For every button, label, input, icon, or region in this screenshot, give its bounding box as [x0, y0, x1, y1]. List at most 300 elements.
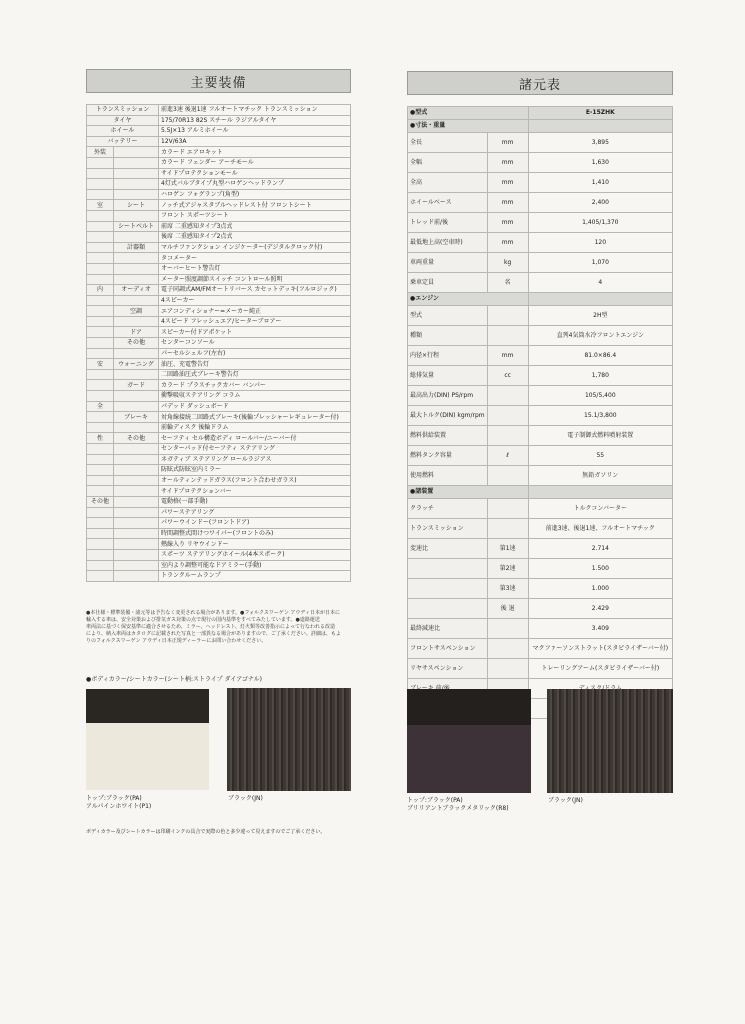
- equipment-subcategory: [114, 507, 159, 518]
- equipment-row: [87, 295, 351, 306]
- equipment-table: [86, 104, 351, 582]
- specs-unit: ℓ: [487, 446, 528, 466]
- equipment-item: 4スピード フレッシュエア/ヒーターブロアー: [159, 316, 351, 327]
- specs-unit: [487, 619, 528, 639]
- equipment-category: [87, 560, 114, 571]
- equipment-category: トランスミッション: [87, 105, 159, 116]
- equipment-category: [87, 391, 114, 402]
- specs-value: 1,070: [528, 253, 672, 273]
- swatch-1: [86, 689, 209, 790]
- equipment-item: 対角線接続二回路式ブレーキ(後輪プレッシャーレギュレーター付): [159, 412, 351, 423]
- equipment-category: [87, 549, 114, 560]
- equipment-category: [87, 253, 114, 264]
- equipment-row: [87, 507, 351, 518]
- equipment-item: センターパッド付セーフティ ステアリング: [159, 444, 351, 455]
- specs-value: 1.500: [528, 559, 672, 579]
- swatch-2-caption-1: ブラック(JN): [228, 795, 263, 802]
- equipment-row: [87, 444, 351, 455]
- specs-row: [408, 499, 673, 519]
- equipment-item: 防眩式防眩室内ミラー: [159, 465, 351, 476]
- equipment-item: オールティンテッドガラス(フロント合わせガラス): [159, 475, 351, 486]
- swatch-2-caption: [228, 795, 263, 803]
- equipment-item: メーター照度調節スイッチ コントロール照明: [159, 274, 351, 285]
- specs-row: [408, 133, 673, 153]
- equipment-category: 安: [87, 359, 114, 370]
- swatch-4-caption: [548, 797, 583, 805]
- equipment-row: [87, 168, 351, 179]
- specs-label: 種類: [408, 326, 488, 346]
- equipment-item: センターコンソール: [159, 338, 351, 349]
- swatch-1-bottom: [86, 723, 209, 790]
- equipment-category: [87, 454, 114, 465]
- equipment-category: ホイール: [87, 126, 159, 137]
- specs-row: [408, 519, 673, 539]
- equipment-item: ノッチ式アジャスタブルヘッドレスト付 フロントシート: [159, 200, 351, 211]
- equipment-row: [87, 401, 351, 412]
- equipment-category: [87, 232, 114, 243]
- equipment-row: [87, 115, 351, 126]
- equipment-subcategory: [114, 253, 159, 264]
- specs-unit: kg: [487, 253, 528, 273]
- specs-unit: cc: [487, 366, 528, 386]
- equipment-row: [87, 528, 351, 539]
- equipment-row: [87, 232, 351, 243]
- equipment-item: 時間調整式間けつワイパー(フロントのみ): [159, 528, 351, 539]
- specs-value: 4: [528, 273, 672, 293]
- specs-value: 2,400: [528, 193, 672, 213]
- swatch-4-caption-1: ブラック(JN): [548, 797, 583, 804]
- equipment-category: [87, 295, 114, 306]
- specs-value: 1,630: [528, 153, 672, 173]
- equipment-subcategory: シートベルト: [114, 221, 159, 232]
- equipment-row: [87, 136, 351, 147]
- specs-unit: 第1速: [487, 539, 528, 559]
- equipment-subcategory: [114, 560, 159, 571]
- equipment-subcategory: [114, 316, 159, 327]
- equipment-item: パーセルシェルフ(左右): [159, 348, 351, 359]
- specs-title: 諸元表: [518, 77, 561, 93]
- equipment-category: [87, 179, 114, 190]
- equipment-category: [87, 274, 114, 285]
- equipment-row: [87, 391, 351, 402]
- equipment-category: [87, 221, 114, 232]
- equipment-subcategory: [114, 348, 159, 359]
- equipment-subcategory: [114, 189, 159, 200]
- specs-table: [407, 106, 673, 719]
- equipment-row: [87, 263, 351, 274]
- specs-row: [408, 579, 673, 599]
- equipment-row: [87, 126, 351, 137]
- equipment-category: [87, 242, 114, 253]
- specs-label: トランスミッション: [408, 519, 488, 539]
- equipment-subcategory: [114, 369, 159, 380]
- equipment-item: 電子同調式AM/FMオートリバース カセットデッキ(フルロジック): [159, 285, 351, 296]
- specs-label: 燃料タンク容量: [408, 446, 488, 466]
- equipment-row: [87, 221, 351, 232]
- equipment-subcategory: ドア: [114, 327, 159, 338]
- equipment-row: [87, 157, 351, 168]
- specs-value: 1.000: [528, 579, 672, 599]
- equipment-subcategory: ブレーキ: [114, 412, 159, 423]
- equipment-item: 前進3速 後退1速 フルオートマチック トランスミッション: [159, 105, 351, 116]
- specs-label: 乗車定員: [408, 273, 488, 293]
- equipment-item: 後席 二重感知タイプ2点式: [159, 232, 351, 243]
- equipment-row: [87, 348, 351, 359]
- equipment-note-line: りのフォルクスワーゲン アウディ日本正規ディーラーにお問い合わせください。: [86, 638, 267, 644]
- equipment-category: [87, 369, 114, 380]
- equipment-subcategory: [114, 179, 159, 190]
- specs-row: [408, 193, 673, 213]
- equipment-item: ハロゲン フォグランプ(角型): [159, 189, 351, 200]
- specs-label: 車両重量: [408, 253, 488, 273]
- specs-label: 内径×行程: [408, 346, 488, 366]
- color-footnote: ボディカラー及びシートカラーは印刷インクの具合で実際の色と多少違って見えますのでご了承ください。: [86, 829, 326, 835]
- equipment-item: パデッド ダッシュボード: [159, 401, 351, 412]
- specs-label: 最高出力(DIN) PS/rpm: [408, 386, 488, 406]
- equipment-subcategory: オーディオ: [114, 285, 159, 296]
- specs-section: [408, 120, 673, 133]
- specs-unit: 第3速: [487, 579, 528, 599]
- equipment-subcategory: [114, 518, 159, 529]
- specs-value: マクファーソンストラット(スタビライザーバー付): [528, 639, 672, 659]
- equipment-row: [87, 412, 351, 423]
- specs-section-value: [528, 486, 672, 499]
- equipment-subcategory: [114, 391, 159, 402]
- equipment-item: 4スピーカー: [159, 295, 351, 306]
- equipment-item: 前輪ディスク 後輪ドラム: [159, 422, 351, 433]
- swatch-3-caption: [407, 797, 509, 813]
- equipment-row: [87, 380, 351, 391]
- specs-value: 2H型: [528, 306, 672, 326]
- swatch-3-bottom: [407, 725, 531, 793]
- specs-value: 1,780: [528, 366, 672, 386]
- equipment-row: [87, 285, 351, 296]
- equipment-category: タイヤ: [87, 115, 159, 126]
- specs-value: 電子制御式燃料噴射装置: [528, 426, 672, 446]
- equipment-row: [87, 422, 351, 433]
- equipment-category: [87, 444, 114, 455]
- equipment-row: [87, 539, 351, 550]
- equipment-item: 油圧、充電警告灯: [159, 359, 351, 370]
- equipment-notes: [86, 610, 351, 645]
- specs-unit: mm: [487, 213, 528, 233]
- equipment-subcategory: [114, 528, 159, 539]
- specs-row: [408, 426, 673, 446]
- equipment-row: [87, 306, 351, 317]
- equipment-subcategory: その他: [114, 433, 159, 444]
- specs-label: トレッド前/後: [408, 213, 488, 233]
- specs-value: 15.1/3,800: [528, 406, 672, 426]
- equipment-category: [87, 507, 114, 518]
- specs-section-value: [528, 120, 672, 133]
- equipment-row: [87, 486, 351, 497]
- equipment-item: カラード プラスチックカバー バンパー: [159, 380, 351, 391]
- equipment-item: 電動格(一部手動): [159, 496, 351, 507]
- equipment-category: [87, 486, 114, 497]
- equipment-category: 室: [87, 200, 114, 211]
- equipment-subcategory: その他: [114, 338, 159, 349]
- specs-value: 3.409: [528, 619, 672, 639]
- equipment-subcategory: [114, 147, 159, 158]
- specs-unit: mm: [487, 133, 528, 153]
- equipment-item: 175/70R13 82S スチール ラジアルタイヤ: [159, 115, 351, 126]
- equipment-category: [87, 380, 114, 391]
- equipment-row: [87, 518, 351, 529]
- specs-value: 81.0×86.4: [528, 346, 672, 366]
- equipment-category: [87, 539, 114, 550]
- specs-label: 最大トルク(DIN) kgm/rpm: [408, 406, 488, 426]
- equipment-note-line: により、納入車両はカタログに記載された写真と一部異なる場合がありますので、ご了承ください。詳細は、もよ: [86, 631, 341, 637]
- equipment-subcategory: [114, 295, 159, 306]
- specs-value: 1,410: [528, 173, 672, 193]
- swatch-1-caption-1: トップ:ブラック(PA): [86, 795, 142, 802]
- specs-unit: [487, 499, 528, 519]
- equipment-title: 主要装備: [190, 75, 247, 91]
- specs-unit: [487, 326, 528, 346]
- equipment-category: [87, 475, 114, 486]
- specs-section-label: ●寸法・重量: [408, 120, 529, 133]
- specs-value: トレーリングアーム(スタビライザーバー付): [528, 659, 672, 679]
- equipment-row: [87, 105, 351, 116]
- specs-unit: [487, 519, 528, 539]
- equipment-item: 4灯式バルブタイプ丸型ハロゲンヘッドランプ: [159, 179, 351, 190]
- equipment-item: ネガティブ ステアリング ロールラジアス: [159, 454, 351, 465]
- equipment-category: [87, 306, 114, 317]
- equipment-subcategory: [114, 274, 159, 285]
- equipment-item: 12V/63A: [159, 136, 351, 147]
- equipment-subcategory: [114, 263, 159, 274]
- specs-value: 2.429: [528, 599, 672, 619]
- equipment-row: [87, 179, 351, 190]
- specs-row: [408, 446, 673, 466]
- equipment-subcategory: ガード: [114, 380, 159, 391]
- specs-row: [408, 326, 673, 346]
- equipment-item: タコメーター: [159, 253, 351, 264]
- equipment-subcategory: [114, 422, 159, 433]
- equipment-subcategory: ウォーニング: [114, 359, 159, 370]
- equipment-subcategory: シート: [114, 200, 159, 211]
- specs-header: [407, 71, 673, 95]
- swatch-1-caption-2: アルパインホワイト(P1): [86, 803, 152, 810]
- equipment-item: マルチファンクション インジケーター(デジタルクロック付): [159, 242, 351, 253]
- specs-section: [408, 293, 673, 306]
- specs-section-label: ●諸装置: [408, 486, 529, 499]
- equipment-row: [87, 571, 351, 582]
- equipment-item: セーフティ セル構造ボディ ロールバー/ニーバー付: [159, 433, 351, 444]
- specs-unit: mm: [487, 173, 528, 193]
- specs-row: [408, 466, 673, 486]
- specs-label: [408, 599, 488, 619]
- equipment-category: [87, 263, 114, 274]
- equipment-subcategory: [114, 454, 159, 465]
- equipment-category: 内: [87, 285, 114, 296]
- equipment-subcategory: [114, 210, 159, 221]
- specs-value: 無鉛ガソリン: [528, 466, 672, 486]
- equipment-row: [87, 327, 351, 338]
- specs-row: [408, 213, 673, 233]
- equipment-item: フロント スポーツシート: [159, 210, 351, 221]
- swatch-3-caption-2: ブリリアントブラックメタリック(R8): [407, 805, 509, 812]
- equipment-item: エアコンディショナー=メーカー純正: [159, 306, 351, 317]
- equipment-subcategory: [114, 486, 159, 497]
- equipment-item: トランクルームランプ: [159, 571, 351, 582]
- specs-row: [408, 559, 673, 579]
- specs-label: 総排気量: [408, 366, 488, 386]
- equipment-category: [87, 168, 114, 179]
- equipment-row: [87, 274, 351, 285]
- equipment-category: [87, 518, 114, 529]
- swatch-3: [407, 689, 531, 793]
- specs-unit: 後 退: [487, 599, 528, 619]
- specs-unit: [487, 406, 528, 426]
- specs-label: 全高: [408, 173, 488, 193]
- equipment-subcategory: [114, 539, 159, 550]
- equipment-item: 5.5J×13 アルミホイール: [159, 126, 351, 137]
- specs-row: [408, 253, 673, 273]
- equipment-subcategory: [114, 444, 159, 455]
- specs-value: 3,895: [528, 133, 672, 153]
- equipment-note-line: 輸入する車は、安全対策および排気ガス対策の点で現行の国内基準をすべてみたしています。●道路運送: [86, 617, 320, 623]
- equipment-item: スポーツ ステアリングホイール(4本スポーク): [159, 549, 351, 560]
- specs-row: [408, 386, 673, 406]
- specs-value: 2.714: [528, 539, 672, 559]
- equipment-item: オーバーヒート警告灯: [159, 263, 351, 274]
- equipment-row: [87, 359, 351, 370]
- specs-row: [408, 153, 673, 173]
- specs-label: リヤサスペンション: [408, 659, 488, 679]
- equipment-subcategory: [114, 232, 159, 243]
- equipment-item: パワーウインドー(フロントドア): [159, 518, 351, 529]
- equipment-subcategory: [114, 549, 159, 560]
- swatch-1-top: [86, 689, 209, 723]
- swatch-3-top: [407, 689, 531, 725]
- specs-row: [408, 346, 673, 366]
- specs-unit: [487, 466, 528, 486]
- equipment-category: [87, 327, 114, 338]
- equipment-row: [87, 242, 351, 253]
- equipment-subcategory: 計器類: [114, 242, 159, 253]
- equipment-category: 全: [87, 401, 114, 412]
- specs-label: 全幅: [408, 153, 488, 173]
- equipment-row: [87, 189, 351, 200]
- equipment-category: [87, 528, 114, 539]
- equipment-category: [87, 189, 114, 200]
- equipment-row: [87, 465, 351, 476]
- equipment-category: [87, 348, 114, 359]
- specs-section-label: ●エンジン: [408, 293, 529, 306]
- specs-label: 最低地上高(空車時): [408, 233, 488, 253]
- specs-row: [408, 173, 673, 193]
- specs-unit: [487, 386, 528, 406]
- equipment-category: バッテリー: [87, 136, 159, 147]
- specs-unit: 第2速: [487, 559, 528, 579]
- specs-section: [408, 107, 673, 120]
- specs-row: [408, 539, 673, 559]
- equipment-note-line: ●本仕様・標準装備・諸元等は予告なく変更される場合があります。●フォルクスワーゲン アウディ日本が日本に: [86, 610, 341, 616]
- specs-row: [408, 619, 673, 639]
- specs-section-value: [528, 293, 672, 306]
- equipment-category: 外装: [87, 147, 114, 158]
- specs-value: トルクコンバーター: [528, 499, 672, 519]
- specs-row: [408, 659, 673, 679]
- specs-row: [408, 233, 673, 253]
- equipment-subcategory: [114, 168, 159, 179]
- swatch-4: [547, 689, 673, 793]
- specs-label: 全長: [408, 133, 488, 153]
- specs-unit: mm: [487, 346, 528, 366]
- equipment-item: パワーステアリング: [159, 507, 351, 518]
- equipment-row: [87, 316, 351, 327]
- specs-label: クラッチ: [408, 499, 488, 519]
- equipment-category: [87, 210, 114, 221]
- specs-value: 1,405/1,370: [528, 213, 672, 233]
- equipment-row: [87, 338, 351, 349]
- specs-section-value: E-15ZHK: [528, 107, 672, 120]
- specs-label: 最終減速比: [408, 619, 488, 639]
- equipment-row: [87, 560, 351, 571]
- equipment-category: [87, 412, 114, 423]
- specs-value: 55: [528, 446, 672, 466]
- specs-unit: 名: [487, 273, 528, 293]
- specs-label: [408, 559, 488, 579]
- equipment-row: [87, 496, 351, 507]
- equipment-subcategory: [114, 571, 159, 582]
- specs-label: 変速比: [408, 539, 488, 559]
- equipment-category: [87, 157, 114, 168]
- specs-unit: [487, 639, 528, 659]
- specs-row: [408, 639, 673, 659]
- equipment-subcategory: [114, 157, 159, 168]
- equipment-item: 衝撃吸収ステアリング コラム: [159, 391, 351, 402]
- equipment-row: [87, 210, 351, 221]
- specs-label: 燃料供給装置: [408, 426, 488, 446]
- specs-row: [408, 366, 673, 386]
- equipment-row: [87, 475, 351, 486]
- equipment-item: 二回路油圧式ブレーキ警告灯: [159, 369, 351, 380]
- equipment-item: サイドプロテクションモール: [159, 168, 351, 179]
- equipment-category: [87, 338, 114, 349]
- equipment-row: [87, 253, 351, 264]
- specs-section-label: ●型式: [408, 107, 529, 120]
- equipment-category: [87, 465, 114, 476]
- equipment-subcategory: [114, 475, 159, 486]
- specs-row: [408, 306, 673, 326]
- equipment-item: 前席 二重感知タイプ3点式: [159, 221, 351, 232]
- specs-row: [408, 406, 673, 426]
- specs-label: 型式: [408, 306, 488, 326]
- specs-value: 直列4気筒水冷フロントエンジン: [528, 326, 672, 346]
- specs-value: 前進3速、後退1速、フルオートマチック: [528, 519, 672, 539]
- specs-value: 120: [528, 233, 672, 253]
- swatch-1-caption: [86, 795, 151, 811]
- equipment-item: カラード フェンダー アーチモール: [159, 157, 351, 168]
- equipment-row: [87, 433, 351, 444]
- equipment-subcategory: [114, 465, 159, 476]
- equipment-item: スピーカー付ドアポケット: [159, 327, 351, 338]
- equipment-row: [87, 454, 351, 465]
- equipment-row: [87, 549, 351, 560]
- equipment-category: 性: [87, 433, 114, 444]
- equipment-subcategory: 空調: [114, 306, 159, 317]
- equipment-row: [87, 200, 351, 211]
- specs-value: 105/5,400: [528, 386, 672, 406]
- equipment-category: [87, 316, 114, 327]
- equipment-item: カラード エアロキット: [159, 147, 351, 158]
- swatch-2: [227, 688, 351, 791]
- specs-label: [408, 579, 488, 599]
- equipment-header: [86, 69, 351, 93]
- equipment-category: その他: [87, 496, 114, 507]
